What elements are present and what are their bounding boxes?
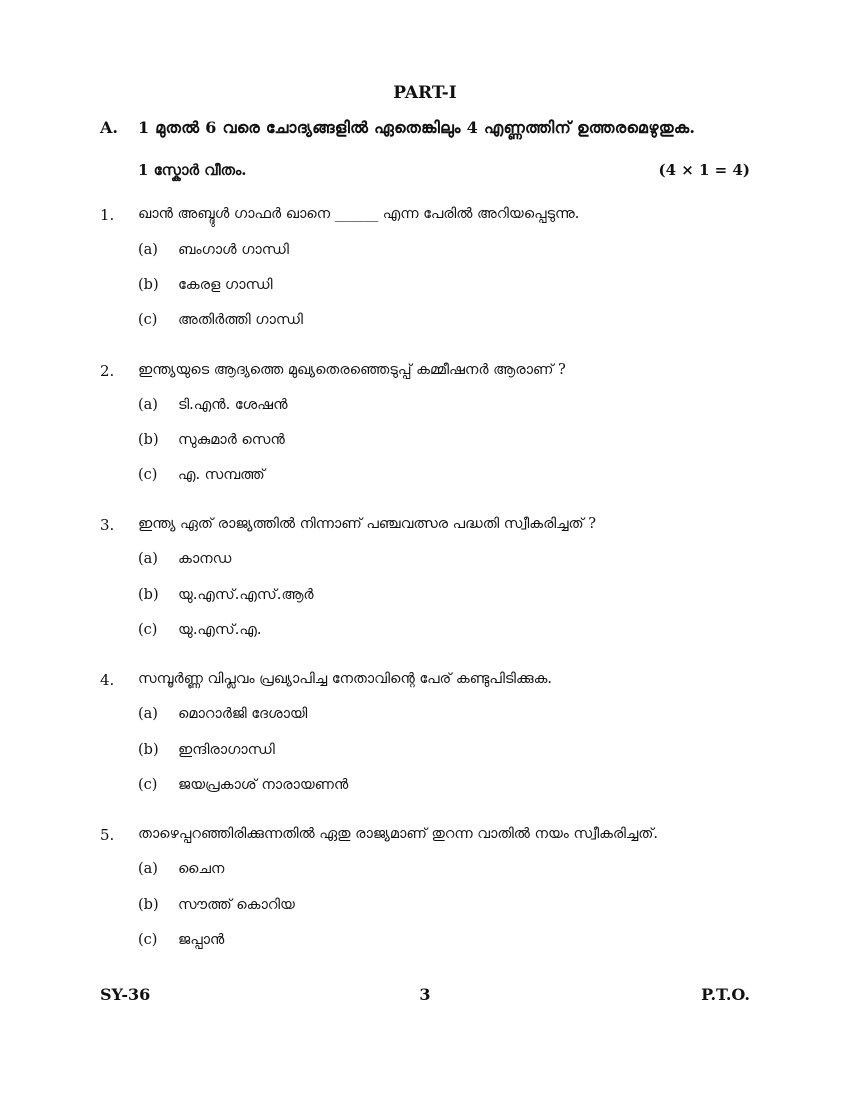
question-number: 5. [100,826,115,844]
marks-note: 1 സ്കോർ വീതം. [138,161,247,179]
option-text: സുകുമാർ സെൻ [178,432,285,448]
question-number: 2. [100,362,115,380]
option-text: ടി.എൻ. ശേഷൻ [178,397,288,413]
page-number: 3 [419,985,431,1004]
question-text: ഇന്ത്യ ഏത് രാജ്യത്തിൽ നിന്നാണ് പഞ്ചവത്സര പദ്ധതി സ്വീകരിച്ചത് ? [138,516,597,532]
option-label: (c) [138,777,158,793]
option-label: (b) [138,742,159,758]
option-label: (a) [138,861,158,877]
paper-code: SY-36 [100,985,151,1004]
section-instruction-text: 1 മുതൽ 6 വരെ ചോദ്യങ്ങളിൽ ഏതെങ്കിലും 4 എണ്ണത്തിന് ഉത്തരമെഴുതുക. [138,118,696,137]
option-label: (b) [138,277,159,293]
option-text: കേരള ഗാന്ധി [178,277,273,293]
option-label: (a) [138,397,158,413]
option-text: എ. സമ്പത്ത് [178,467,265,483]
question-text: താഴെപ്പറഞ്ഞിരിക്കുന്നതിൽ ഏതു രാജ്യമാണ് തുറന്ന വാതിൽ നയം സ്വീകരിച്ചത്. [138,826,659,842]
option-text: ജപ്പാൻ [178,932,225,948]
option-label: (b) [138,587,159,603]
option-label: (a) [138,242,158,258]
option-label: (a) [138,706,158,722]
marks-row [138,161,750,179]
option-label: (c) [138,312,158,328]
option-label: (c) [138,932,158,948]
option-text: യു.എസ്.എസ്.ആർ [178,587,314,603]
option-text: കാനഡ [178,551,232,567]
page-title: PART-I [393,83,457,103]
option-label: (c) [138,622,158,638]
question-text: ഖാൻ അബ്ദുൾ ഗാഫർ ഖാനെ ______ എന്ന പേരിൽ അറിയപ്പെടുന്നു. [138,206,580,222]
section-label: A. [100,118,118,137]
option-text: ജയപ്രകാശ് നാരായണൻ [178,777,349,793]
option-text: സൗത്ത് കൊറിയ [178,897,295,913]
question-text: ഇന്ത്യയുടെ ആദ്യത്തെ മുഖ്യതെരഞ്ഞെടുപ്പ് കമ്മീഷനർ ആരാണ് ? [138,362,566,378]
option-label: (a) [138,551,158,567]
question-text: സമ്പൂർണ്ണ വിപ്ലവം പ്രഖ്യാപിച്ച നേതാവിന്റെ പേര് കണ്ടുപിടിക്കുക. [138,671,553,687]
option-text: യു.എസ്.എ. [178,622,262,638]
option-label: (c) [138,467,158,483]
option-text: മൊറാർജി ദേശായി [178,706,308,722]
question-number: 3. [100,516,115,534]
question-number: 1. [100,206,115,224]
option-text: ഇന്ദിരാഗാന്ധി [178,742,275,758]
option-text: ചൈന [178,861,225,877]
pto-label: P.T.O. [701,985,750,1004]
question-number: 4. [100,671,115,689]
option-text: അതിർത്തി ഗാന്ധി [178,312,303,328]
option-text: ബംഗാൾ ഗാന്ധി [178,242,289,258]
option-label: (b) [138,897,159,913]
option-label: (b) [138,432,159,448]
marks-formula: (4 × 1 = 4) [658,161,750,179]
